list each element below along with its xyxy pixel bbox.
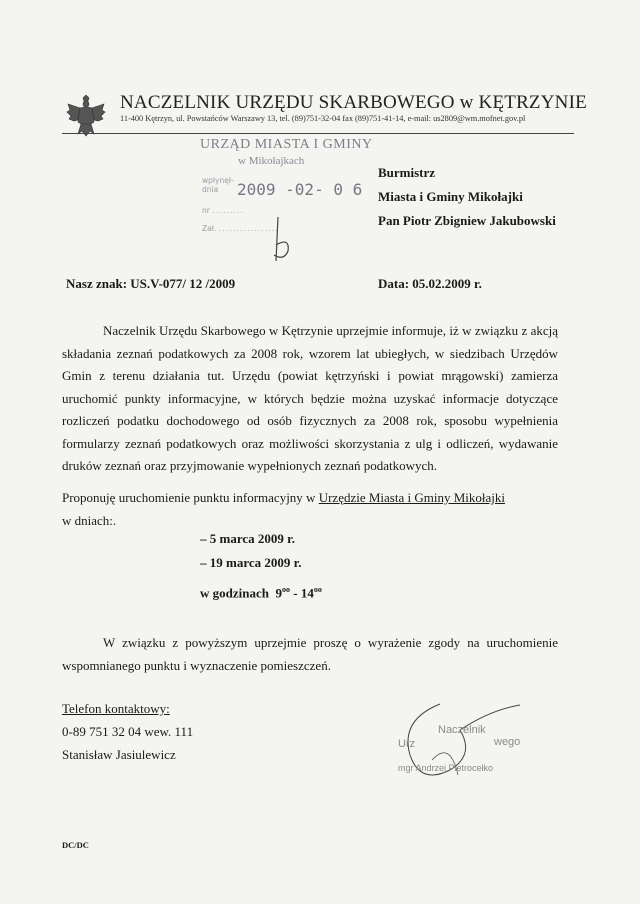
reference-number: Nasz znak: US.V-077/ 12 /2009 — [66, 276, 236, 291]
recipient-line-3: Pan Piotr Zbigniew Jakubowski — [378, 213, 556, 228]
signature-stamp-line-1: Naczelnik — [438, 724, 486, 736]
issuer-address: 11-400 Kętrzyn, ul. Powstańców Warszawy 13, tel. (89)751-32-04 fax (89)751-41-14, e-mail: us2809@wm.mofnet.gov.pl — [120, 114, 526, 123]
handwritten-initial-signature — [262, 215, 302, 265]
body-paragraph-1: Naczelnik Urzędu Skarbowego w Kętrzynie uprzejmie informuje, iż w związku z akcją składania zeznań podatkowych za 2008 rok, wzorem lat ubiegłych, w siedzibach Urzędów Gmin z terenu działania tut. Urzędu (powiat kętrzyński i powiat mrągowski) zamierza uruchomić punkty informacyjne, w których będzie można uzyskać informacje dotyczące rozliczeń podatku dochodowego od osób fizycznych za 2008 rok, sposobu wypełnienia formularzy zeznań podatkowych oraz możliwości skorzystania z ulg i odliczeń, wydawanie druków zeznań oraz przyjmowanie wypełnionych zeznań podatkowych. — [62, 323, 558, 473]
header-divider — [62, 133, 574, 134]
date-item-1: – 5 marca 2009 r. — [200, 531, 295, 546]
letter-date: Data: 05.02.2009 r. — [378, 276, 482, 291]
recipient-line-1: Burmistrz — [378, 165, 436, 180]
signature-stamp-line-2a: Urz — [398, 738, 416, 750]
hours-line: w godzinach $9^{oo} - 14^{oo}$ — [200, 585, 322, 601]
proposal-paragraph: Proponuję uruchomienie punktu informacyjny w Urzędzie Miasta i Gminy Mikołajki w dniach:. — [62, 490, 505, 528]
issuer-title: NACZELNIK URZĘDU SKARBOWEGO w KĘTRZYNIE — [120, 92, 587, 113]
body-paragraph-2: W związku z powyższym uprzejmie proszę o wyrażenie zgody na uruchomienie wspomnianego punktu i wyznaczenie pomieszczeń. — [62, 635, 558, 673]
date-item-2: – 19 marca 2009 r. — [200, 555, 302, 570]
recipient-line-2: Miasta i Gminy Mikołajki — [378, 189, 523, 204]
contact-label: Telefon kontaktowy: — [62, 701, 170, 716]
eagle-emblem-icon — [66, 94, 106, 138]
contact-phone: 0-89 751 32 04 wew. 111 — [62, 724, 194, 739]
contact-name: Stanisław Jasiulewicz — [62, 747, 176, 762]
received-stamp-subtitle: w Mikołajkach — [238, 155, 305, 167]
author-initials: DC/DC — [62, 840, 89, 850]
received-stamp-date: 2009 -02- 0 6 — [237, 180, 363, 199]
stamp-attachment-field: Zał. ................. — [202, 224, 279, 233]
proposal-location: Urzędzie Miasta i Gminy Mikołajki — [318, 490, 505, 505]
received-stamp-title: URZĄD MIASTA I GMINY — [200, 137, 373, 152]
stamp-nr-field: nr ......... — [202, 206, 245, 215]
received-stamp-label: wpłynęł- dnia — [202, 176, 234, 194]
signature-stamp-line-2b: wego — [494, 736, 521, 748]
signature-stamp-name: mgr Andrzej Pietrocełko — [398, 763, 494, 773]
